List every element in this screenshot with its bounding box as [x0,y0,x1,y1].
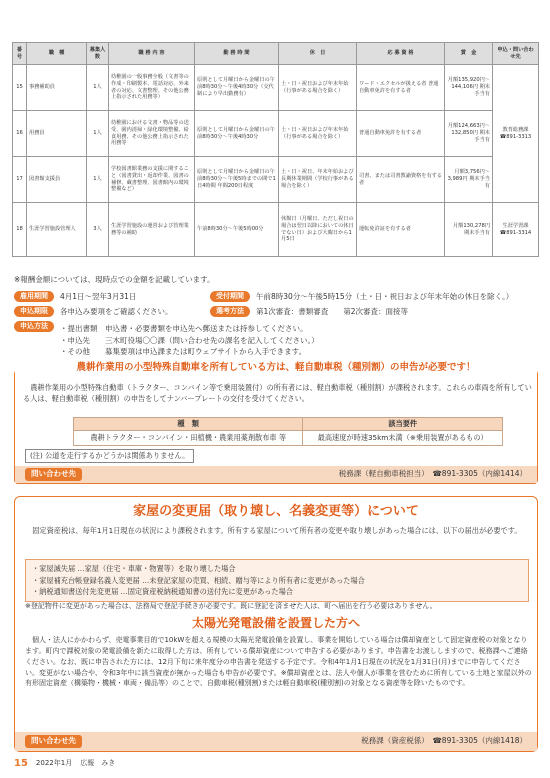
list-item: ・申込先 三木町役場〇〇課（問い合わせ先の課名を記入してください。） [60,335,319,345]
table-row [13,157,539,203]
vehicle-req-header: 該当要件 [303,418,503,431]
tractor-tax-body: 農耕作業用の小型特殊自動車（トラクター、コンバイン等で乗用装置付）の所有者には、軽自動車税（種別割）が課税されます。これらの車両を所有している人は、軽自動車税（種別割）の申告をしてナンバープレートの交付を受けてください。 [23,383,532,403]
inquiry-contact: 税務課（軽自動車税担当） ☎891-3305（内線1414） [338,469,527,479]
list-item: ・その他 募集要項は申込課または町ウェブサイトから入手できます。 [60,347,307,357]
table-row [13,65,539,111]
header-hours: 勤 務 時 間 [195,43,279,65]
cell-duty: 幼稚園における文書・物品等の送受、園内清掃・緑化環境整備、給食用務、その他公務上指示された用務等 [109,111,195,157]
cell-wage: 月額3,756円～3,989円 期末手当有 [445,157,493,203]
tractor-tax-title: 農耕作業用の小型特殊自動車を所有している方は、軽自動車税（種別割）の申告が必要です！ [15,362,537,375]
cell-holiday: 休館日（月曜日、ただし祝日の場合は翌日以降においての休日でない日）および大晦日から1月5日 [279,203,357,257]
cell-count: 1人 [87,111,109,157]
cell-duty: 幼稚園の一般事務全般（文書等の作成・印刷製本、電話対応、外来者の対応、文書整理、その他公務上指示された用務等） [109,65,195,111]
cell-wage: 月額124,663円～132,850円 期末手当有 [445,111,493,157]
list-item: ・家屋補充台帳登録名義人変更届 …未登記家屋の売買、相続、贈与等により所有者に変更があった場合 [32,575,365,585]
cell-holiday: 土・日・祝日および年末年始（行事がある場合を除く） [279,65,357,111]
cell-hours: 原則として月曜日から金曜日の午前8時30分～午後5時までの間で1日4時間 年間200日程度 [195,157,279,203]
registration-note: ※登記物件に変更があった場合は、法務局で登記手続きが必要です。既に登記を済ませた人は、町へ届出を行う必要はありません。 [25,602,437,610]
list-item: ・提出書類 申込書・必要書類を申込先へ郵送または持参してください。 [60,324,308,333]
header-no: 番号 [13,43,27,65]
cell-wage: 月額130,278円 期末手当有 [445,203,493,257]
issue-date: 2022年1月 [35,758,73,767]
accept-value: 午前8時30分～午後5時15分（土・日・祝日および年末年始の休日を除く。） [256,291,514,301]
method-tag: 申込方法 [14,321,54,332]
salary-note: ※報酬金額については、現時点での金額を記載しています。 [14,275,215,284]
vehicle-table [73,417,503,446]
method-row [14,321,60,332]
house-change-box [14,496,538,752]
cell-job: 図書館支援員 [27,157,87,203]
select-tag: 選考方法 [210,306,250,317]
cell-contact: 生涯学習課 ☎891-3314 [493,203,539,257]
cell-no: 15 [13,65,27,111]
cell-no: 18 [13,203,27,257]
magazine-name: 広報 みき [80,758,116,767]
apply-method-list [60,323,319,358]
solar-title: 太陽光発電設備を設置した方へ [191,616,360,630]
house-change-title: 家屋の変更届（取り壊し、名義変更等）について [133,504,419,519]
solar-body: 個人・法人にかかわらず、売電事業目的で10kWを超える規模の太陽光発電設備を設置し、事業を開始している場合は償却資産として固定資産税の対象となります。町内で課税対象の発電設備を新たに取得した方は、所有している償却資産について申告する必要があります。申告書をお渡ししますので、税務課へご連絡ください。なお、既に申告された方には、12月下旬に来年度分の申告書を発送する予定です。令和4年1月1日現在の状況を1月31日(月)までに申告してください。変更がない場合や、令和3年中に該当資産が無かった場合も申告が必要です。※償却資産とは、法人や個人が事業を営むために所有している土地と家屋以外の有形固定資産（構築物・機械・車両・備品等）のことで、自動車税(種別割)または軽自動車税(種別割)の対象となる資産等を除いたものです。 [25,636,532,688]
cell-hours: 午前8時30分～午後5時00分 [195,203,279,257]
header-holiday: 休 日 [279,43,357,65]
cell-contact: 教育総務課 ☎891-3313 [493,65,539,203]
public-road-note: (注) 公道を走行するかどうかは関係ありません。 [25,449,194,463]
cell-job: 用務員 [27,111,87,157]
cell-hours: 原則として月曜日から金曜日の午前8時30分～午後4時30分 [195,111,279,157]
accept-tag: 受付期間 [210,291,250,302]
cell-hours: 原則として月曜日から金曜日の午前8時30分～午後4時30分（交代制により早出勤務有） [195,65,279,111]
cell-job: 事務補助員 [27,65,87,111]
list-item: ・納税通知書送付先変更届 …固定資産税納税通知書の送付先に変更があった場合 [32,587,293,597]
list-item: ・家屋滅失届 …家屋（住宅・車庫・物置等）を取り壊した場合 [32,564,236,573]
job-table [12,42,539,257]
limit-row [14,306,408,317]
cell-qualification: ワード・エクセルが扱える者 普通自動車免許を有する者 [357,65,445,111]
cell-job: 生涯学習施設管理人 [27,203,87,257]
period-tag: 雇用期間 [14,291,54,302]
cell-holiday: 土・日・祝日、年末年始および長期休業期間（学校行事がある場合を除く） [279,157,357,203]
cell-qualification: 普通自動車免許を有する者 [357,111,445,157]
cell-duty: 生涯学習施設の運営および管理業務等の補助 [109,203,195,257]
cell-count: 1人 [87,157,109,203]
inquiry-label: 問い合わせ先 [25,735,82,747]
table-header-row [74,418,503,431]
cell-wage: 月額135,920円～144,106円 期末手当有 [445,65,493,111]
table-header-row [13,43,539,65]
period-value: 4月1日～翌年3月31日 [60,291,137,301]
cell-count: 3人 [87,203,109,257]
tractor-tax-box [14,362,538,484]
inquiry-contact: 税務課（資産税係） ☎891-3305（内線1418） [361,736,527,746]
header-qualification: 応 募 資 格 [357,43,445,65]
vehicle-type-cell: 農耕トラクター・コンバイン・田植機・農業用薬剤散布車 等 [74,431,303,446]
cell-holiday: 土・日・祝日および年末年始（行事がある場合を除く） [279,111,357,157]
inquiry-label: 問い合わせ先 [25,468,82,480]
page-footer [14,757,115,771]
header-count: 募集人数 [87,43,109,65]
table-row [13,111,539,157]
header-wage: 賃 金 [445,43,493,65]
cell-qualification: 運転免許証を有する者 [357,203,445,257]
inquiry-bar [15,466,537,483]
cell-duty: 学校図書館業務の支援に関すること（図書貸出・返却作業、図書の補修、蔵書整理、図書館内の環境整備など） [109,157,195,203]
header-contact: 申込・問い合わせ先 [493,43,539,65]
inquiry-bar [15,732,537,751]
notification-cases [25,559,529,602]
page-number: 15 [14,757,28,769]
cell-qualification: 司書、または司書教諭資格を有する者 [357,157,445,203]
cell-count: 1人 [87,65,109,111]
house-change-body: 固定資産税は、毎年1月1日現在の状況により課税されます。所有する家屋について所有者の変更や取り壊しがあった場合には、以下の届出が必要です。 [32,526,522,535]
table-row [13,203,539,257]
vehicle-req-cell: 最高速度が時速35km未満（※乗用装置があるもの） [303,431,503,446]
header-job: 職 種 [27,43,87,65]
limit-tag: 申込期限 [14,306,54,317]
cell-no: 17 [13,157,27,203]
table-row [74,431,503,446]
vehicle-type-header: 種 類 [74,418,303,431]
limit-value: 各申込み要項をご確認ください。 [60,306,173,316]
select-value: 第1次審査：書類審査 第2次審査：面接等 [256,306,409,316]
period-row [14,291,513,302]
cell-no: 16 [13,111,27,157]
header-duty: 職 務 内 容 [109,43,195,65]
